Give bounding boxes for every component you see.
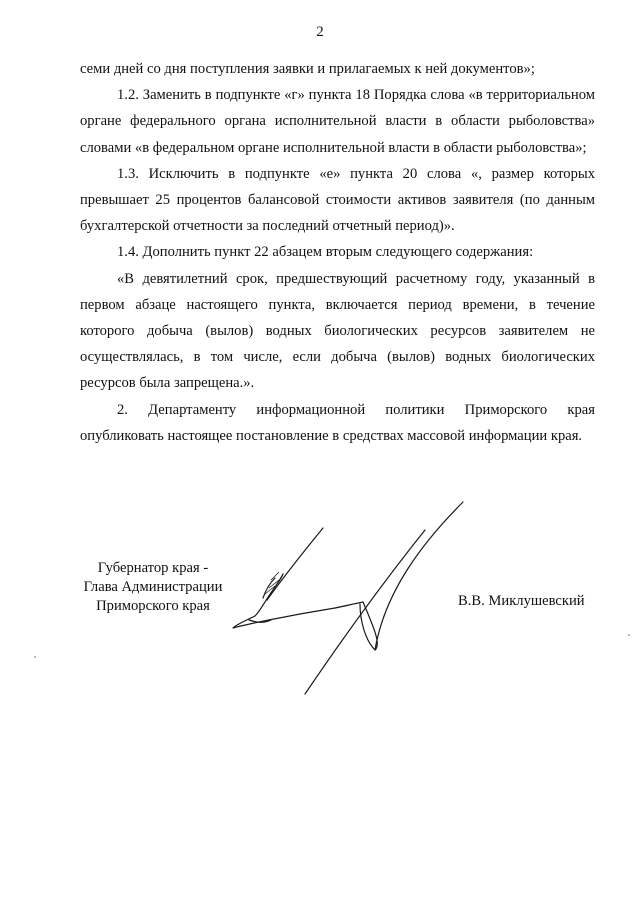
handwritten-signature — [225, 500, 475, 700]
paragraph-2: 2. Департаменту информационной политики Приморского края опубликовать настоящее постановление в средствах массовой информации края. — [80, 401, 595, 444]
paragraph-1-2: 1.2. Заменить в подпункте «г» пункта 18 Порядка слова «в территориальном органе федерального органа исполнительной власти в области рыболовства» словами «в федеральном органе исполнительной власти в области рыболовства»; — [80, 87, 595, 156]
scan-speck — [628, 634, 630, 636]
paragraph-1-3: 1.3. Исключить в подпункте «е» пункта 20 слова «, размер которых превышает 25 процентов балансовой стоимости активов заявителя (по данным бухгалтерской отчетности за последний отчетный период)». — [80, 165, 595, 235]
signatory-title — [78, 559, 228, 616]
page-number: 2 — [316, 24, 324, 40]
signatory-title-line: Глава Администрации — [83, 579, 223, 595]
paragraph-quoted-amendment: «В девятилетний срок, предшествующий расчетному году, указанный в первом абзаце настоящего пункта, включается период времени, в течение которого добыча (вылов) водных биологических ресурсов заявителем не осуществлялась, в том числе, если добыча (вылов) водных биологических ресурсов была запрещена.». — [80, 270, 595, 392]
signatory-title-line: Губернатор края - — [97, 560, 209, 576]
signatory-name: В.В. Миклушевский — [458, 593, 585, 609]
document-body — [80, 56, 595, 449]
signatory-title-line: Приморского края — [96, 598, 210, 614]
paragraph-1-4: 1.4. Дополнить пункт 22 абзацем вторым следующего содержания: — [117, 244, 534, 261]
paragraph-continuation: семи дней со дня поступления заявки и прилагаемых к ней документов»; — [80, 61, 535, 77]
scan-speck — [34, 656, 36, 658]
